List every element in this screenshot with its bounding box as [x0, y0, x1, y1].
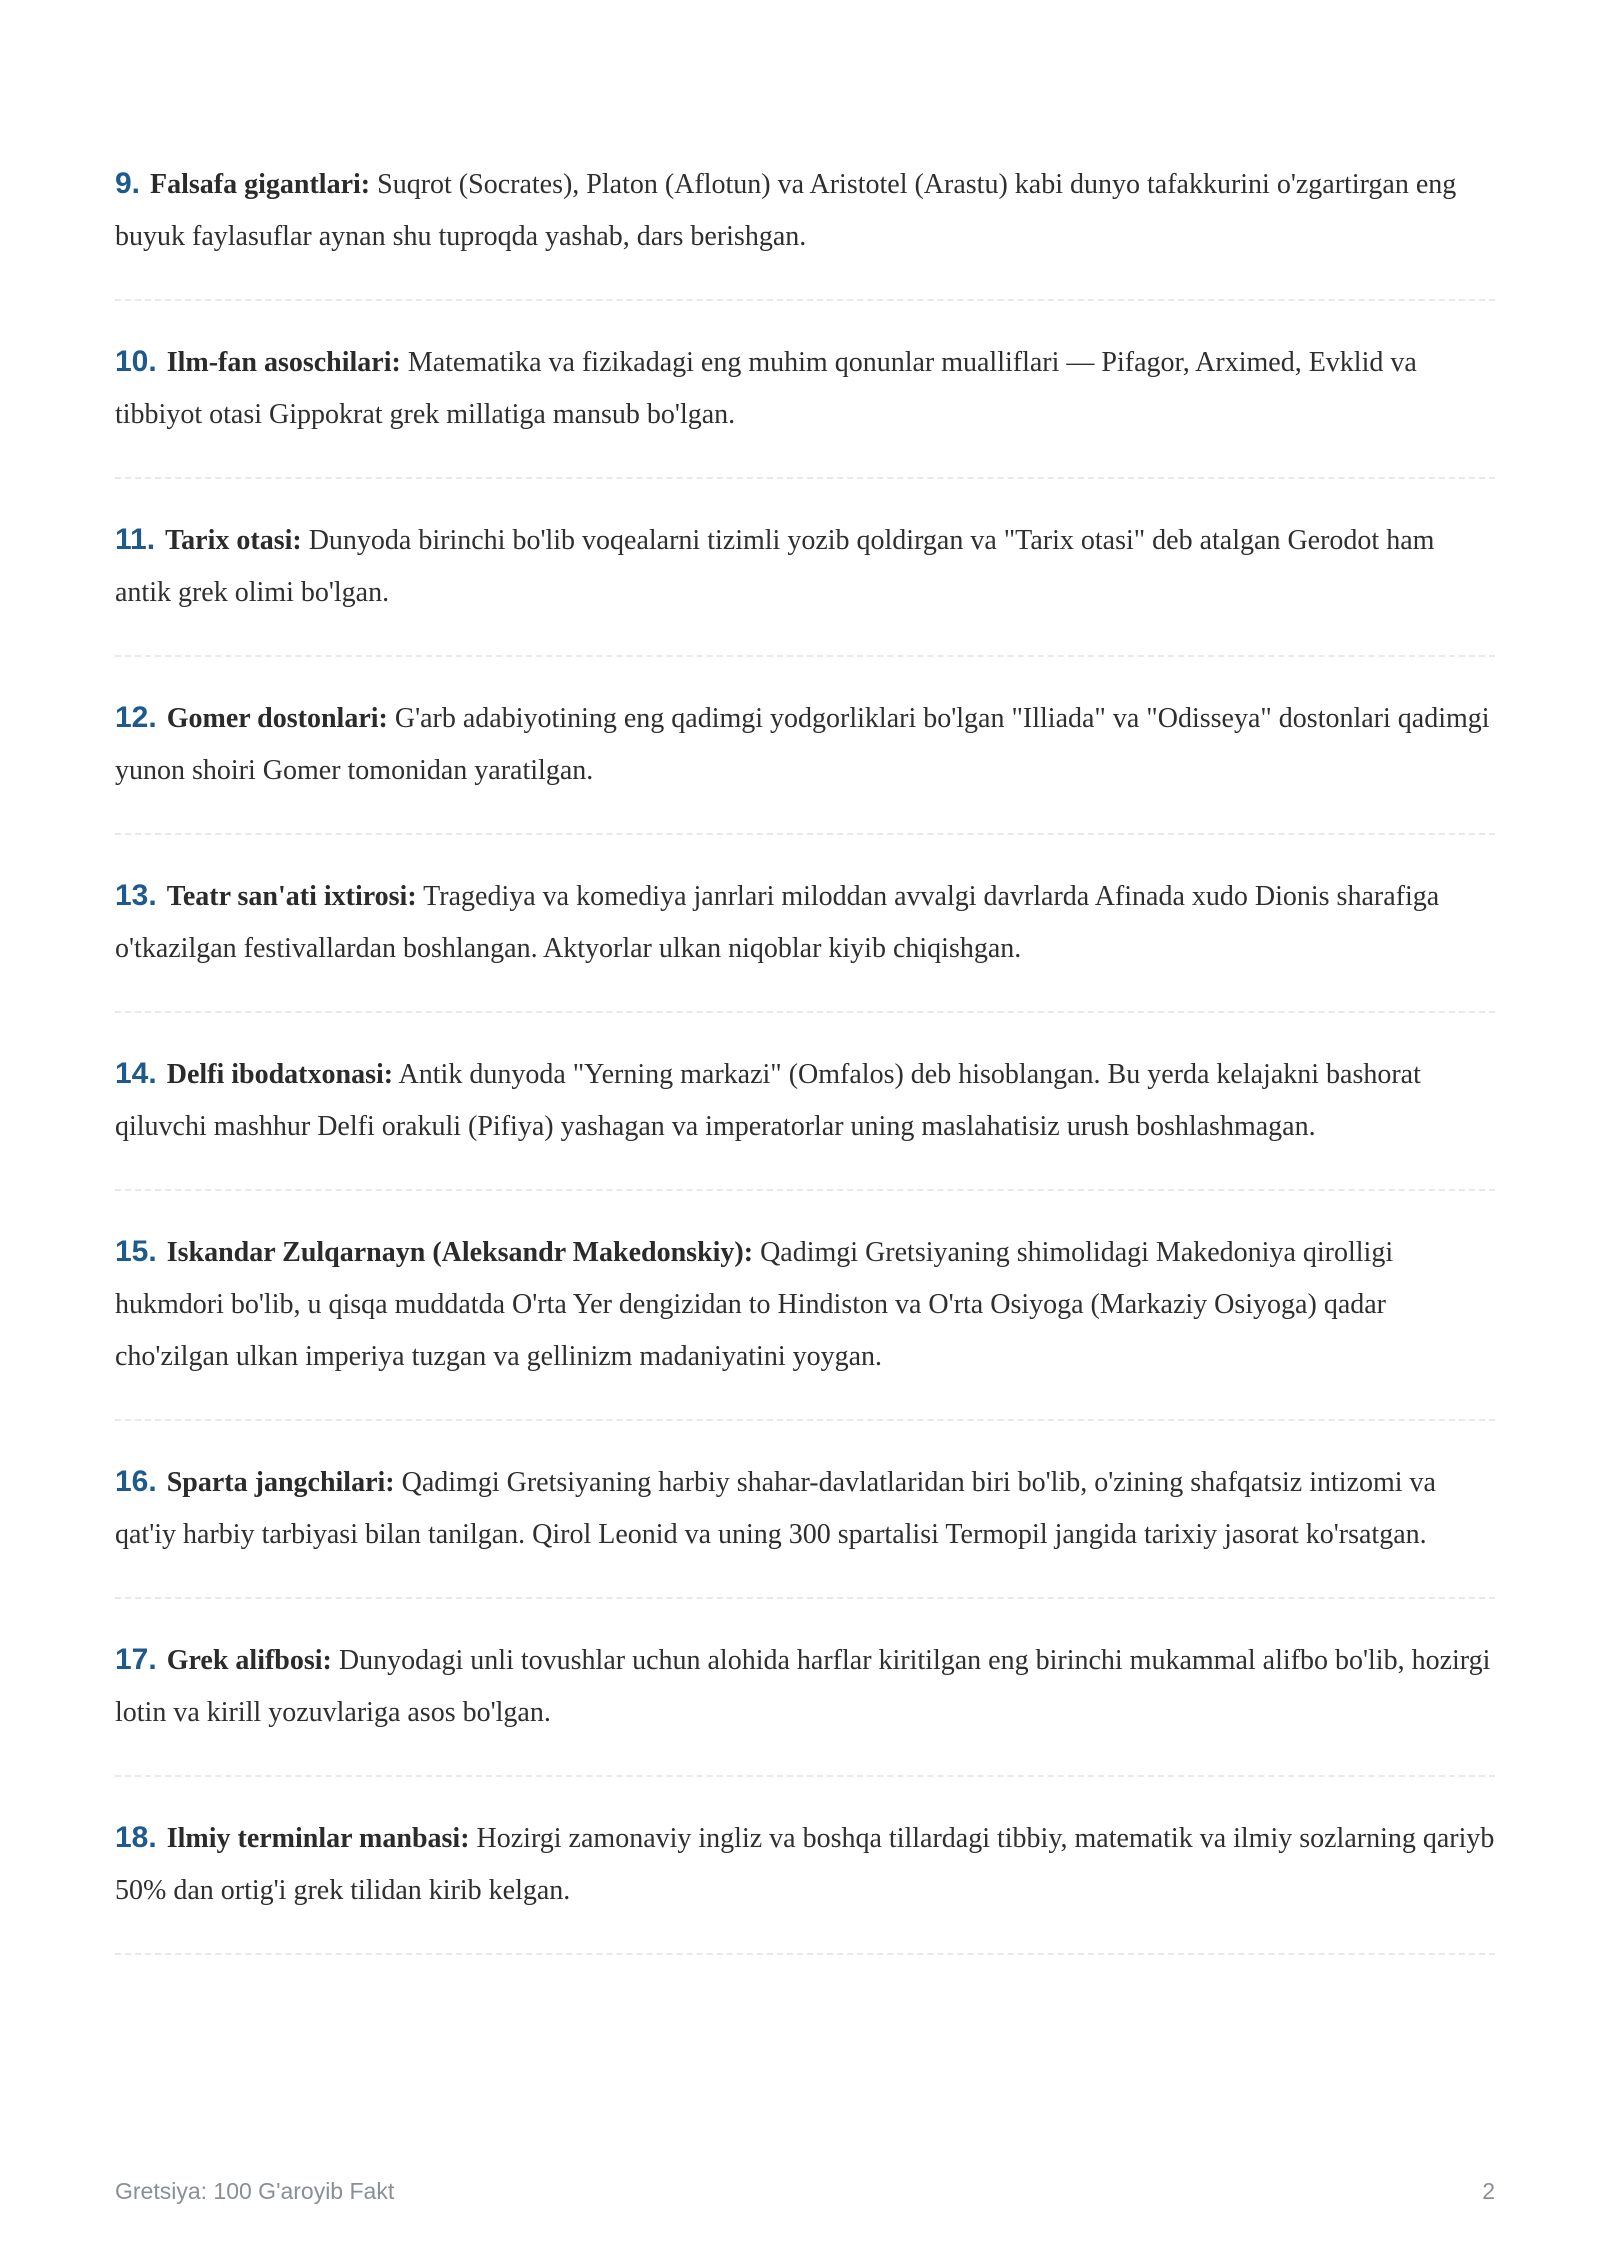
fact-term: Gomer dostonlari:: [166, 703, 388, 734]
fact-number: 11.: [115, 523, 156, 556]
fact-item: [115, 852, 1495, 1013]
fact-body: Antik dunyoda "Yerning markazi" (Omfalos) deb hisoblangan. Bu yerda kelajakni bashorat qiluvchi mashhur Delfi orakuli (Pifiya) yashagan va imperatorlar uning maslahatisiz urush boshlashmagan.: [115, 1059, 1421, 1142]
fact-body: Dunyodagi unli tovushlar uchun alohida harflar kiritilgan eng birinchi mukammal alifbo bo'lib, hozirgi lotin va kirill yozuvlariga asos bo'lgan.: [115, 1645, 1491, 1728]
footer-title: Gretsiya: 100 G'aroyib Fakt: [115, 2178, 395, 2204]
fact-number: 17.: [115, 1643, 157, 1676]
fact-body: G'arb adabiyotining eng qadimgi yodgorliklari bo'lgan "Illiada" va "Odisseya" dostonlari qadimgi yunon shoiri Gomer tomonidan yaratilgan.: [115, 703, 1490, 786]
fact-term: Ilmiy terminlar manbasi:: [166, 1823, 470, 1854]
fact-term: Grek alifbosi:: [166, 1645, 332, 1676]
fact-item: [115, 1030, 1495, 1191]
fact-body: Hozirgi zamonaviy ingliz va boshqa tillardagi tibbiy, matematik va ilmiy sozlarning qariyb 50% dan ortig'i grek tilidan kirib kelgan.: [115, 1823, 1495, 1906]
fact-term: Falsafa gigantlari:: [150, 169, 371, 200]
fact-number: 15.: [115, 1235, 157, 1268]
fact-term: Sparta jangchilari:: [166, 1467, 395, 1498]
page-number: 2: [1482, 2178, 1495, 2204]
fact-item: [115, 674, 1495, 835]
fact-body: Qadimgi Gretsiyaning harbiy shahar-davlatlaridan biri bo'lib, o'zining shafqatsiz intizomi va qat'iy harbiy tarbiyasi bilan tanilgan. Qirol Leonid va uning 300 spartalisi Termopil jangida tarixiy jasorat ko'rsatgan.: [115, 1467, 1436, 1550]
fact-number: 9.: [115, 167, 141, 200]
fact-term: Ilm-fan asoschilari:: [166, 347, 401, 378]
fact-item: [115, 1208, 1495, 1421]
fact-number: 16.: [115, 1465, 157, 1498]
fact-item: [115, 1438, 1495, 1599]
fact-number: 18.: [115, 1821, 157, 1854]
fact-term: Delfi ibodatxonasi:: [166, 1059, 394, 1090]
fact-item: [115, 318, 1495, 479]
fact-term: Iskandar Zulqarnayn (Aleksandr Makedonskiy):: [166, 1237, 754, 1268]
fact-body: Dunyoda birinchi bo'lib voqealarni tizimli yozib qoldirgan va "Tarix otasi" deb atalgan Gerodot ham antik grek olimi bo'lgan.: [115, 525, 1435, 608]
fact-item: [115, 1616, 1495, 1777]
fact-number: 10.: [115, 345, 157, 378]
page-footer: [115, 2178, 1495, 2205]
fact-number: 14.: [115, 1057, 157, 1090]
fact-number: 12.: [115, 701, 157, 734]
fact-body: Qadimgi Gretsiyaning shimolidagi Makedoniya qirolligi hukmdori bo'lib, u qisqa muddatda O'rta Yer dengizidan to Hindiston va O'rta Osiyoga (Markaziy Osiyoga) qadar cho'zilgan ulkan imperiya tuzgan va gellinizm madaniyatini yoygan.: [115, 1237, 1394, 1372]
fact-term: Tarix otasi:: [165, 525, 302, 556]
fact-item: [115, 1794, 1495, 1955]
facts-list: [115, 140, 1495, 1972]
fact-body: Tragediya va komediya janrlari miloddan avvalgi davrlarda Afinada xudo Dionis sharafiga o'tkazilgan festivallardan boshlangan. Aktyorlar ulkan niqoblar kiyib chiqishgan.: [115, 881, 1440, 964]
fact-body: Matematika va fizikadagi eng muhim qonunlar mualliflari — Pifagor, Arximed, Evklid va tibbiyot otasi Gippokrat grek millatiga mansub bo'lgan.: [115, 347, 1417, 430]
fact-number: 13.: [115, 879, 157, 912]
fact-item: [115, 496, 1495, 657]
fact-body: Suqrot (Socrates), Platon (Aflotun) va Aristotel (Arastu) kabi dunyo tafakkurini o'zgartirgan eng buyuk faylasuflar aynan shu tuproqda yashab, dars berishgan.: [115, 169, 1457, 252]
fact-term: Teatr san'ati ixtirosi:: [166, 881, 417, 912]
fact-item: [115, 140, 1495, 301]
